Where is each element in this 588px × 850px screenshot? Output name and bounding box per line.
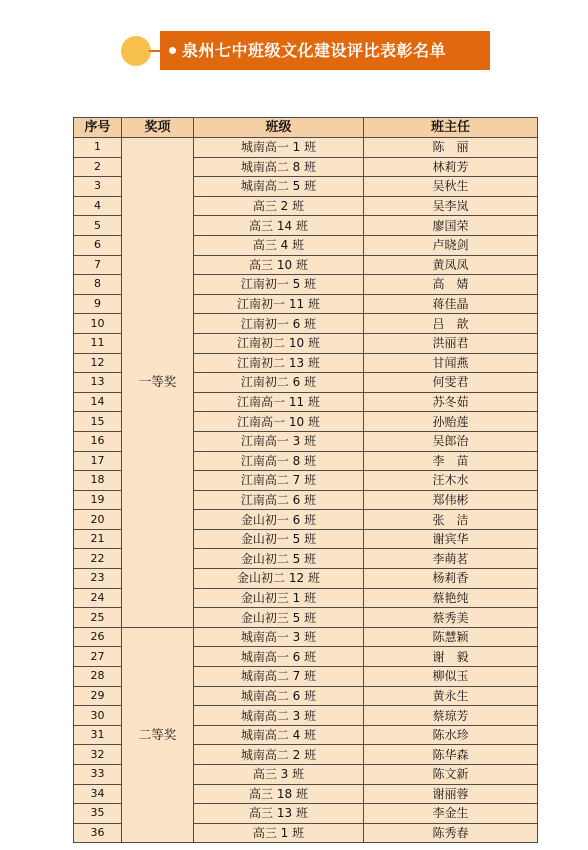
class-name: 高三 14 班 — [194, 216, 364, 236]
row-number: 19 — [74, 490, 122, 510]
teacher-name: 谢丽蓉 — [364, 784, 538, 804]
row-number: 18 — [74, 471, 122, 491]
teacher-name: 柳似玉 — [364, 667, 538, 687]
row-number: 10 — [74, 314, 122, 334]
class-name: 城南高一 6 班 — [194, 647, 364, 667]
page-title: 泉州七中班级文化建设评比表彰名单 — [182, 41, 447, 60]
table-body — [74, 138, 538, 843]
row-number: 35 — [74, 804, 122, 824]
row-number: 17 — [74, 451, 122, 471]
row-number: 24 — [74, 588, 122, 608]
teacher-name: 林莉芳 — [364, 157, 538, 177]
teacher-name: 洪丽君 — [364, 333, 538, 353]
circle-decoration-icon — [121, 36, 151, 66]
teacher-name: 卢晓剑 — [364, 235, 538, 255]
row-number: 28 — [74, 667, 122, 687]
class-name: 江南高二 7 班 — [194, 471, 364, 491]
teacher-name: 李萌茗 — [364, 549, 538, 569]
row-number: 6 — [74, 235, 122, 255]
class-name: 江南初二 13 班 — [194, 353, 364, 373]
row-number: 8 — [74, 275, 122, 295]
teacher-name: 李金生 — [364, 804, 538, 824]
teacher-name: 陈 丽 — [364, 138, 538, 158]
class-name: 高三 1 班 — [194, 823, 364, 843]
teacher-name: 吴李岚 — [364, 196, 538, 216]
teacher-name: 杨莉香 — [364, 569, 538, 589]
class-name: 金山初一 6 班 — [194, 510, 364, 530]
class-name: 江南高二 6 班 — [194, 490, 364, 510]
class-name: 金山初三 5 班 — [194, 608, 364, 628]
row-number: 3 — [74, 177, 122, 197]
row-number: 14 — [74, 392, 122, 412]
class-name: 高三 4 班 — [194, 235, 364, 255]
teacher-name: 黄永生 — [364, 686, 538, 706]
teacher-name: 孙贻莲 — [364, 412, 538, 432]
row-number: 2 — [74, 157, 122, 177]
teacher-name: 何雯君 — [364, 373, 538, 393]
row-number: 26 — [74, 627, 122, 647]
class-name: 城南高二 6 班 — [194, 686, 364, 706]
row-number: 29 — [74, 686, 122, 706]
teacher-name: 汪木水 — [364, 471, 538, 491]
class-name: 高三 10 班 — [194, 255, 364, 275]
class-name: 高三 13 班 — [194, 804, 364, 824]
title-banner — [160, 31, 490, 70]
class-name: 江南高一 10 班 — [194, 412, 364, 432]
column-header-award: 奖项 — [122, 118, 194, 138]
teacher-name: 吴秋生 — [364, 177, 538, 197]
column-header-no: 序号 — [74, 118, 122, 138]
table-header-row — [74, 118, 538, 138]
row-number: 16 — [74, 431, 122, 451]
teacher-name: 吴郎治 — [364, 431, 538, 451]
award-level: 一等奖 — [122, 138, 194, 628]
row-number: 13 — [74, 373, 122, 393]
teacher-name: 蔡琼芳 — [364, 706, 538, 726]
class-name: 金山初二 12 班 — [194, 569, 364, 589]
class-name: 江南初一 11 班 — [194, 294, 364, 314]
row-number: 15 — [74, 412, 122, 432]
class-name: 金山初三 1 班 — [194, 588, 364, 608]
teacher-name: 高 婧 — [364, 275, 538, 295]
class-name: 城南高二 7 班 — [194, 667, 364, 687]
class-name: 江南高一 11 班 — [194, 392, 364, 412]
teacher-name: 廖国荣 — [364, 216, 538, 236]
class-name: 城南高二 4 班 — [194, 725, 364, 745]
row-number: 11 — [74, 333, 122, 353]
teacher-name: 谢 毅 — [364, 647, 538, 667]
class-name: 江南初一 6 班 — [194, 314, 364, 334]
teacher-name: 蔡艳纯 — [364, 588, 538, 608]
row-number: 25 — [74, 608, 122, 628]
class-name: 高三 2 班 — [194, 196, 364, 216]
row-number: 21 — [74, 529, 122, 549]
teacher-name: 蒋佳晶 — [364, 294, 538, 314]
class-name: 城南高二 8 班 — [194, 157, 364, 177]
class-name: 城南高一 3 班 — [194, 627, 364, 647]
award-table — [73, 117, 538, 843]
teacher-name: 郑伟彬 — [364, 490, 538, 510]
class-name: 高三 3 班 — [194, 765, 364, 785]
class-name: 城南高二 2 班 — [194, 745, 364, 765]
teacher-name: 陈秀春 — [364, 823, 538, 843]
teacher-name: 陈慧颖 — [364, 627, 538, 647]
row-number: 33 — [74, 765, 122, 785]
teacher-name: 甘闻燕 — [364, 353, 538, 373]
row-number: 5 — [74, 216, 122, 236]
bullet-dot-icon — [169, 47, 176, 54]
row-number: 20 — [74, 510, 122, 530]
class-name: 城南高一 1 班 — [194, 138, 364, 158]
class-name: 江南高一 3 班 — [194, 431, 364, 451]
column-header-teacher: 班主任 — [364, 118, 538, 138]
teacher-name: 张 洁 — [364, 510, 538, 530]
page-header — [0, 0, 588, 100]
class-name: 江南初一 5 班 — [194, 275, 364, 295]
award-level: 二等奖 — [122, 627, 194, 843]
row-number: 36 — [74, 823, 122, 843]
row-number: 30 — [74, 706, 122, 726]
row-number: 12 — [74, 353, 122, 373]
teacher-name: 谢宾华 — [364, 529, 538, 549]
class-name: 江南初二 10 班 — [194, 333, 364, 353]
teacher-name: 蔡秀美 — [364, 608, 538, 628]
row-number: 31 — [74, 725, 122, 745]
class-name: 高三 18 班 — [194, 784, 364, 804]
row-number: 22 — [74, 549, 122, 569]
teacher-name: 陈文新 — [364, 765, 538, 785]
row-number: 7 — [74, 255, 122, 275]
class-name: 金山初一 5 班 — [194, 529, 364, 549]
table-row — [74, 138, 538, 158]
row-number: 23 — [74, 569, 122, 589]
teacher-name: 陈华森 — [364, 745, 538, 765]
teacher-name: 吕 歆 — [364, 314, 538, 334]
row-number: 27 — [74, 647, 122, 667]
column-header-class: 班级 — [194, 118, 364, 138]
row-number: 1 — [74, 138, 122, 158]
teacher-name: 李 苗 — [364, 451, 538, 471]
class-name: 城南高二 3 班 — [194, 706, 364, 726]
row-number: 32 — [74, 745, 122, 765]
class-name: 金山初二 5 班 — [194, 549, 364, 569]
row-number: 4 — [74, 196, 122, 216]
row-number: 9 — [74, 294, 122, 314]
teacher-name: 黄凤凤 — [364, 255, 538, 275]
class-name: 江南初二 6 班 — [194, 373, 364, 393]
row-number: 34 — [74, 784, 122, 804]
class-name: 城南高二 5 班 — [194, 177, 364, 197]
table-row — [74, 627, 538, 647]
teacher-name: 苏冬茹 — [364, 392, 538, 412]
class-name: 江南高一 8 班 — [194, 451, 364, 471]
teacher-name: 陈水珍 — [364, 725, 538, 745]
